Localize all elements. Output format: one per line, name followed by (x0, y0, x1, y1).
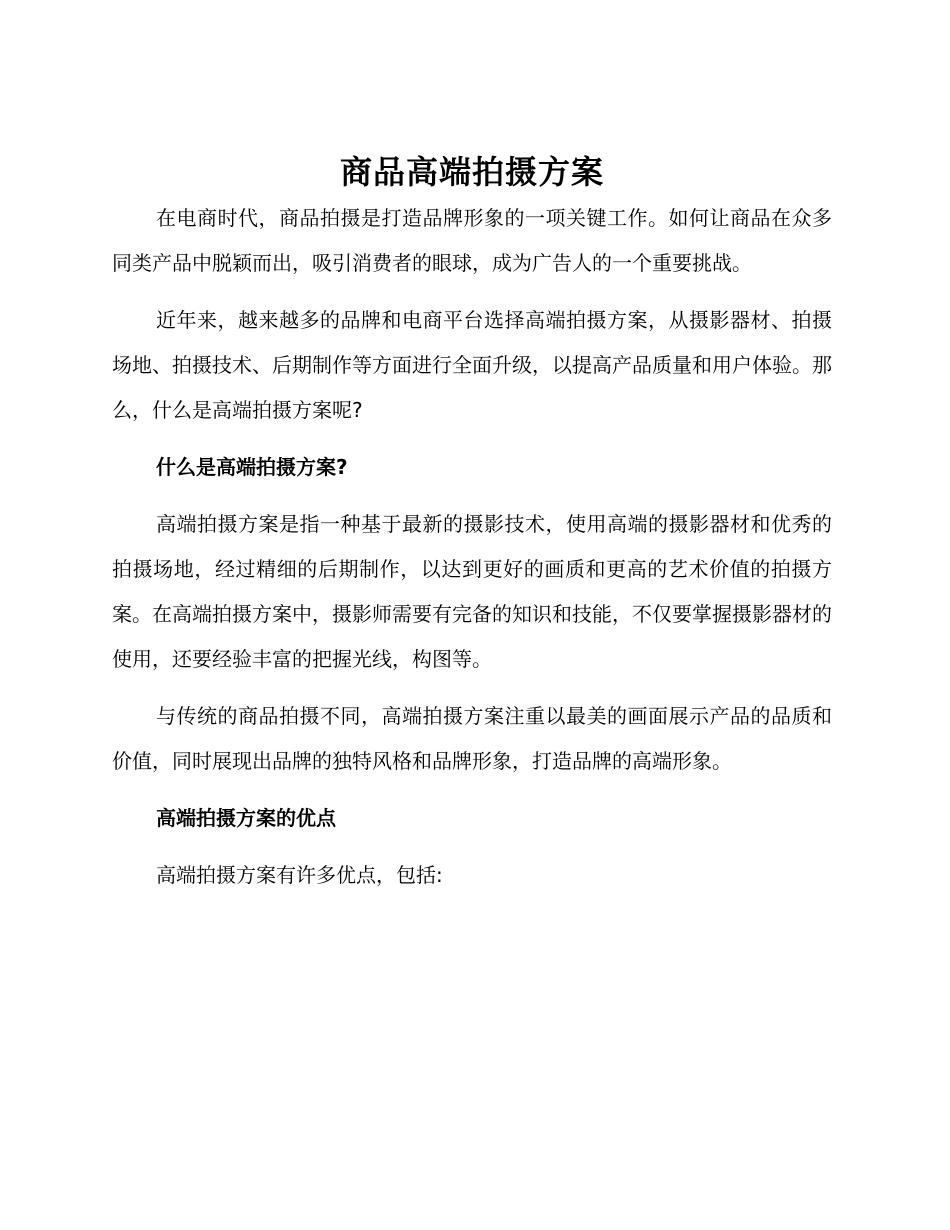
document-title: 商品高端拍摄方案 (339, 153, 604, 191)
paragraph-definition: 高端拍摄方案是指一种基于最新的摄影技术，使用高端的摄影器材和优秀的拍摄场地，经过精细的后期制作，以达到更好的画质和更高的艺术价值的拍摄方案。在高端拍摄方案中，摄影师需要有完备的知识和技能，不仅要掌握摄影器材的使用，还要经验丰富的把握光线，构图等。 (112, 512, 832, 671)
paragraph-intro: 在电商时代，商品拍摄是打造品牌形象的一项关键工作。如何让商品在众多同类产品中脱颖而出，吸引消费者的眼球，成为广告人的一个重要挑战。 (112, 206, 832, 275)
paragraph-comparison: 与传统的商品拍摄不同，高端拍摄方案注重以最美的画面展示产品的品质和价值，同时展现出品牌的独特风格和品牌形象，打造品牌的高端形象。 (112, 704, 832, 773)
paragraph-trend: 近年来，越来越多的品牌和电商平台选择高端拍摄方案，从摄影器材、拍摄场地、拍摄技术、后期制作等方面进行全面升级，以提高产品质量和用户体验。那么，什么是高端拍摄方案呢? (112, 308, 832, 422)
paragraph-advantages-intro: 高端拍摄方案有许多优点，包括: (156, 863, 443, 887)
section-heading-advantages: 高端拍摄方案的优点 (156, 806, 336, 830)
section-heading-what-is: 什么是高端拍摄方案? (156, 455, 348, 479)
